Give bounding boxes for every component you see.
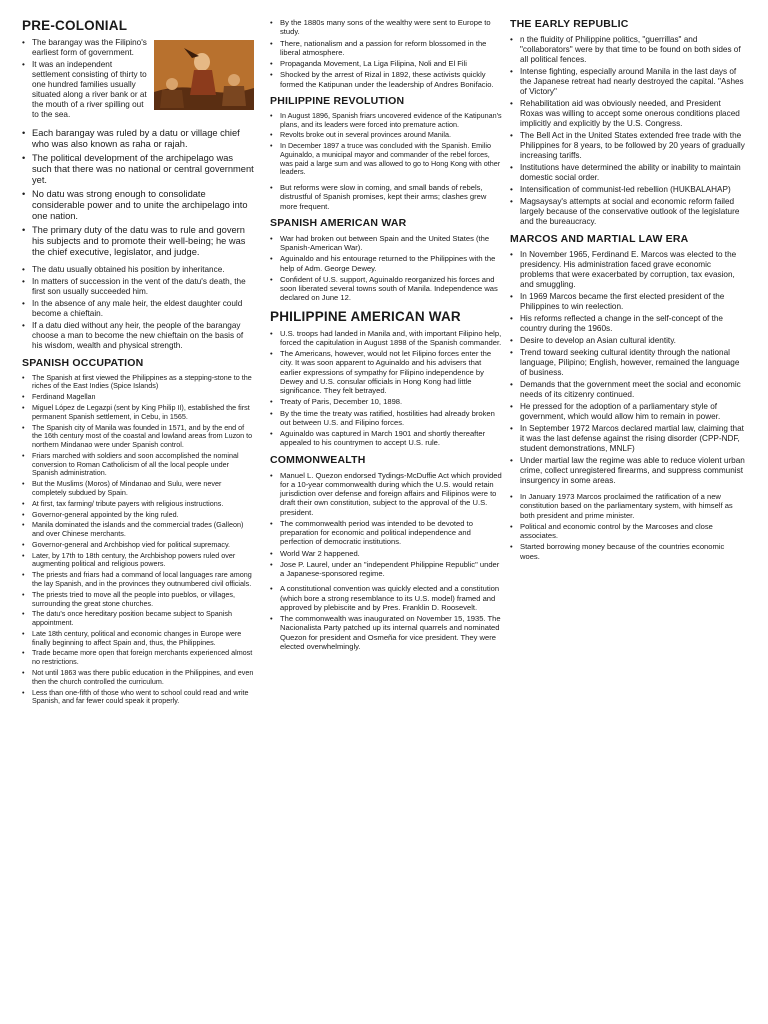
barangay-painting-image (154, 40, 254, 110)
list-item: • Rehabilitation aid was obviously needed, and President Roxas was willing to accept some onerous conditions placed implicitly and explicitly by the U.S. Congress. (510, 99, 746, 129)
revolution-list-2 (270, 183, 502, 211)
list-item: • By the time the treaty was ratified, hostilities had already broken out between U.S. and Filipino forces. (270, 409, 502, 428)
list-item: • U.S. troops had landed in Manila and, with important Filipino help, forced the capitulation in August 1898 of the Spanish commander. (270, 329, 502, 348)
list-item: • The datu usually obtained his position by inheritance. (22, 265, 254, 275)
list-item: • There, nationalism and a passion for reform blossomed in the liberal atmosphere. (270, 39, 502, 58)
section-marcos (510, 233, 746, 561)
section-title: SPANISH OCCUPATION (22, 356, 144, 369)
commonwealth-list (270, 471, 502, 579)
list-item: • Propaganda Movement, La Liga Filipina, Noli and El Fili (270, 59, 502, 68)
list-item: • His reforms reflected a change in the self-concept of the country during the 1960s. (510, 314, 746, 334)
list-item: • The political development of the archipelago was such that there was no national or central government yet. (22, 153, 254, 187)
list-item: • Institutions have determined the ability or inability to maintain domestic social order. (510, 163, 746, 183)
early-republic-list (510, 35, 746, 227)
section-commonwealth (270, 454, 502, 652)
list-item: • In December 1897 a truce was concluded with the Spanish. Emilio Aguinaldo, a municipal mayor and commander of the rebel forces, was paid a large sum and was allowed to go to Hong Kong with other leaders. (270, 142, 502, 177)
list-item: • Less than one-fifth of those who went to school could read and write Spanish, and far fewer could speak it properly. (22, 689, 254, 707)
section-revolution (270, 95, 502, 211)
list-item: • Late 18th century, political and economic changes in Europe were finally beginning to affect Spain and, thus, the Philippines. (22, 630, 254, 648)
list-item: • The primary duty of the datu was to rule and govern his subjects and to promote their well-being; he was the chief executive, legislator, and judge. (22, 225, 254, 259)
list-item: • No datu was strong enough to consolidate considerable power and to unite the archipelago into one nation. (22, 189, 254, 223)
list-item: • In matters of succession in the vent of the datu's death, the first son usually succeeded him. (22, 277, 254, 297)
section-precolonial (22, 18, 254, 351)
precolonial-top-list (22, 38, 148, 122)
list-item: • In August 1896, Spanish friars uncovered evidence of the Katipunan's plans, and its leaders were forced into premature action. (270, 112, 502, 130)
list-item: • Intensification of communist-led rebellion (HUKBALAHAP) (510, 185, 746, 195)
list-item: • The Americans, however, would not let Filipino forces enter the city. It was soon apparent to Aguinaldo and his advisers that earlier expressions of sympathy for Filipino independence by Dewey and U.S. consular officials in Hong Kong had little significance. They felt betrayed. (270, 349, 502, 395)
section-title: PHILIPPINE AMERICAN WAR (270, 308, 461, 324)
revolution-list (270, 112, 502, 177)
list-item: • In 1969 Marcos became the first elected president of the Philippines to win reelection. (510, 292, 746, 312)
list-item: • Manuel L. Quezon endorsed Tydings-McDuffie Act which provided for a 10-year commonwealth during which the U.S. would retain jurisdiction over defense and foreign affairs and Filipinos were to draft their own constitution, subject to the approval of the U.S. president. (270, 471, 502, 517)
list-item: • But the Muslims (Moros) of Mindanao and Sulu, were never completely subdued by Spain. (22, 480, 254, 498)
list-item: • War had broken out between Spain and the United States (the Spanish-American War). (270, 234, 502, 253)
commonwealth-list-2 (270, 584, 502, 651)
section-title: PRE-COLONIAL (22, 18, 128, 33)
list-item: • Aguinaldo and his entourage returned to the Philippines with the help of Adm. George Dewey. (270, 254, 502, 273)
list-item: • Political and economic control by the Marcoses and close associates. (510, 522, 746, 541)
marcos-list (510, 250, 746, 486)
list-item: • Manila dominated the islands and the commercial trades (Galleon) and over Chinese merchants. (22, 521, 254, 539)
list-item: • Governor-general and Archbishop vied for political supremacy. (22, 541, 254, 550)
list-item: • Revolts broke out in several provinces around Manila. (270, 131, 502, 140)
list-item: • The Spanish at first viewed the Philippines as a stepping-stone to the riches of the East Indies (Spice Islands) (22, 374, 254, 392)
marcos-list-2 (510, 492, 746, 561)
list-item: • Desire to develop an Asian cultural identity. (510, 336, 746, 346)
list-item: • In September 1972 Marcos declared martial law, claiming that it was the last defense against the rising disorder (CPP-NDF, student demonstrations, MNLF) (510, 424, 746, 454)
list-item: • Confident of U.S. support, Aguinaldo reorganized his forces and soon liberated several towns south of Manila. Independence was declared on June 12. (270, 275, 502, 303)
spanish-list (22, 374, 254, 707)
section-title: THE EARLY REPUBLIC (510, 18, 629, 30)
list-item: • If a datu died without any heir, the people of the barangay choose a man to become the new chieftain on the basis of his wisdom, wealth and physical strength. (22, 321, 254, 351)
list-item: • Each barangay was ruled by a datu or village chief who was also known as raha or rajah. (22, 128, 254, 151)
list-item: • A constitutional convention was quickly elected and a constitution (which bore a strong resemblance to its U.S. model) framed and approved by plebiscite and by Pres. Franklin D. Roosevelt. (270, 584, 502, 612)
list-item: • Treaty of Paris, December 10, 1898. (270, 397, 502, 406)
list-item: • Later, by 17th to 18th century, the Archbishop powers ruled over augmenting political and religious powers. (22, 552, 254, 570)
list-item: • The commonwealth period was intended to be devoted to preparation for economic and political independence and perfection of democratic institutions. (270, 519, 502, 547)
list-item: • The commonwealth was inaugurated on November 15, 1935. The Nacionalista Party patched up its internal quarrels and nominated Quezon for president and Osmeña for vice president. They were elected overwhelmingly. (270, 614, 502, 651)
list-item: • Magsaysay's attempts at social and economic reform failed largely because of the conservative outlook of the legislature and the bureaucracy. (510, 197, 746, 227)
list-item: • It was an independent settlement consisting of thirty to one hundred families usually situated along a river bank or at the mouth of a river spilling out to the sea. (22, 60, 148, 120)
section-title: SPANISH AMERICAN WAR (270, 216, 407, 229)
propaganda-list (270, 18, 502, 89)
list-item: • Jose P. Laurel, under an "independent Philippine Republic" under a Japanese-sponsored regime. (270, 560, 502, 579)
list-item: • n the fluidity of Philippine politics, "guerrillas" and "collaborators" were by that time to be found on both sides of all political fences. (510, 35, 746, 65)
list-item: • Friars marched with soldiers and soon accomplished the nominal conversion to Roman Catholicism of all the local people under Spanish administration. (22, 452, 254, 478)
list-item: • The barangay was the Filipino's earliest form of government. (22, 38, 148, 58)
section-philippine-american-war (270, 309, 502, 448)
list-item: • The priests tried to move all the people into pueblos, or villages, surrounding the great stone churches. (22, 591, 254, 609)
section-title: COMMONWEALTH (270, 453, 366, 466)
list-item: • The datu's once hereditary position became subject to Spanish appointment. (22, 610, 254, 628)
column-left (22, 18, 254, 712)
list-item: • Shocked by the arrest of Rizal in 1892, these activists quickly formed the Katipunan under the leadership of Andres Bonifacio. (270, 70, 502, 89)
list-item: • He pressed for the adoption of a parliamentary style of government, which would allow him to remain in power. (510, 402, 746, 422)
list-item: • Trend toward seeking cultural identity through the national language, Pilipino; English, however, remained the language of business. (510, 348, 746, 378)
list-item: • In November 1965, Ferdinand E. Marcos was elected to the presidency. His administration faced grave economic problems that were exacerbated by corruption, tax evasion, and smuggling. (510, 250, 746, 290)
section-title: MARCOS AND MARTIAL LAW ERA (510, 233, 689, 245)
list-item: • The Bell Act in the United States extended free trade with the Philippines for 8 years, to be followed by 20 years of gradually increasing tariffs. (510, 131, 746, 161)
list-item: • Ferdinand Magellan (22, 393, 254, 402)
list-item: • Trade became more open that foreign merchants experienced almost no restrictions. (22, 649, 254, 667)
column-middle (270, 18, 502, 657)
list-item: • At first, tax farming/ tribute payers with religious instructions. (22, 500, 254, 509)
section-early-republic (510, 18, 746, 227)
list-item: • Demands that the government meet the social and economic needs of its citizenry continued. (510, 380, 746, 400)
list-item: • Miguel López de Legazpi (sent by King Philip II), established the first permanent Spanish settlement, in Cebu, in 1565. (22, 404, 254, 422)
list-item: • Under martial law the regime was able to reduce violent urban crime, collect unregistered firearms, and suppress communist insurgency in some areas. (510, 456, 746, 486)
list-item: • Governor-general appointed by the king ruled. (22, 511, 254, 520)
list-item: • The priests and friars had a command of local languages rare among the lay Spanish, and in the provinces they outnumbered civil officials. (22, 571, 254, 589)
list-item: • The Spanish city of Manila was founded in 1571, and by the end of the 16th century most of the coastal and lowland areas from Luzon to northern Mindanao were under Spanish control. (22, 424, 254, 450)
list-item: • By the 1880s many sons of the wealthy were sent to Europe to study. (270, 18, 502, 37)
list-item: • Aguinaldo was captured in March 1901 and shortly thereafter appealed to his countrymen to accept U.S. rule. (270, 429, 502, 448)
list-item: • Intense fighting, especially around Manila in the last days of the Japanese retreat had nearly destroyed the capital. "Ashes of Victory" (510, 67, 746, 97)
precolonial-list (22, 128, 254, 259)
spanish-american-list (270, 234, 502, 303)
list-item: • In the absence of any male heir, the eldest daughter could become a chieftain. (22, 299, 254, 319)
list-item: • But reforms were slow in coming, and small bands of rebels, distrustful of Spanish promises, kept their arms; clashes grew more frequent. (270, 183, 502, 211)
section-spanish-occupation (22, 357, 254, 707)
list-item: • Not until 1863 was there public education in the Philippines, and even then the church controlled the curriculum. (22, 669, 254, 687)
column-right (510, 18, 746, 567)
list-item: • In January 1973 Marcos proclaimed the ratification of a new constitution based on the parliamentary system, with himself as both president and prime minister. (510, 492, 746, 520)
list-item: • World War 2 happened. (270, 549, 502, 558)
list-item: • Started borrowing money because of the countries economic woes. (510, 542, 746, 561)
precolonial-list-2 (22, 265, 254, 351)
philippine-american-list (270, 329, 502, 448)
section-spanish-american-war (270, 217, 502, 303)
section-title: PHILIPPINE REVOLUTION (270, 94, 405, 107)
